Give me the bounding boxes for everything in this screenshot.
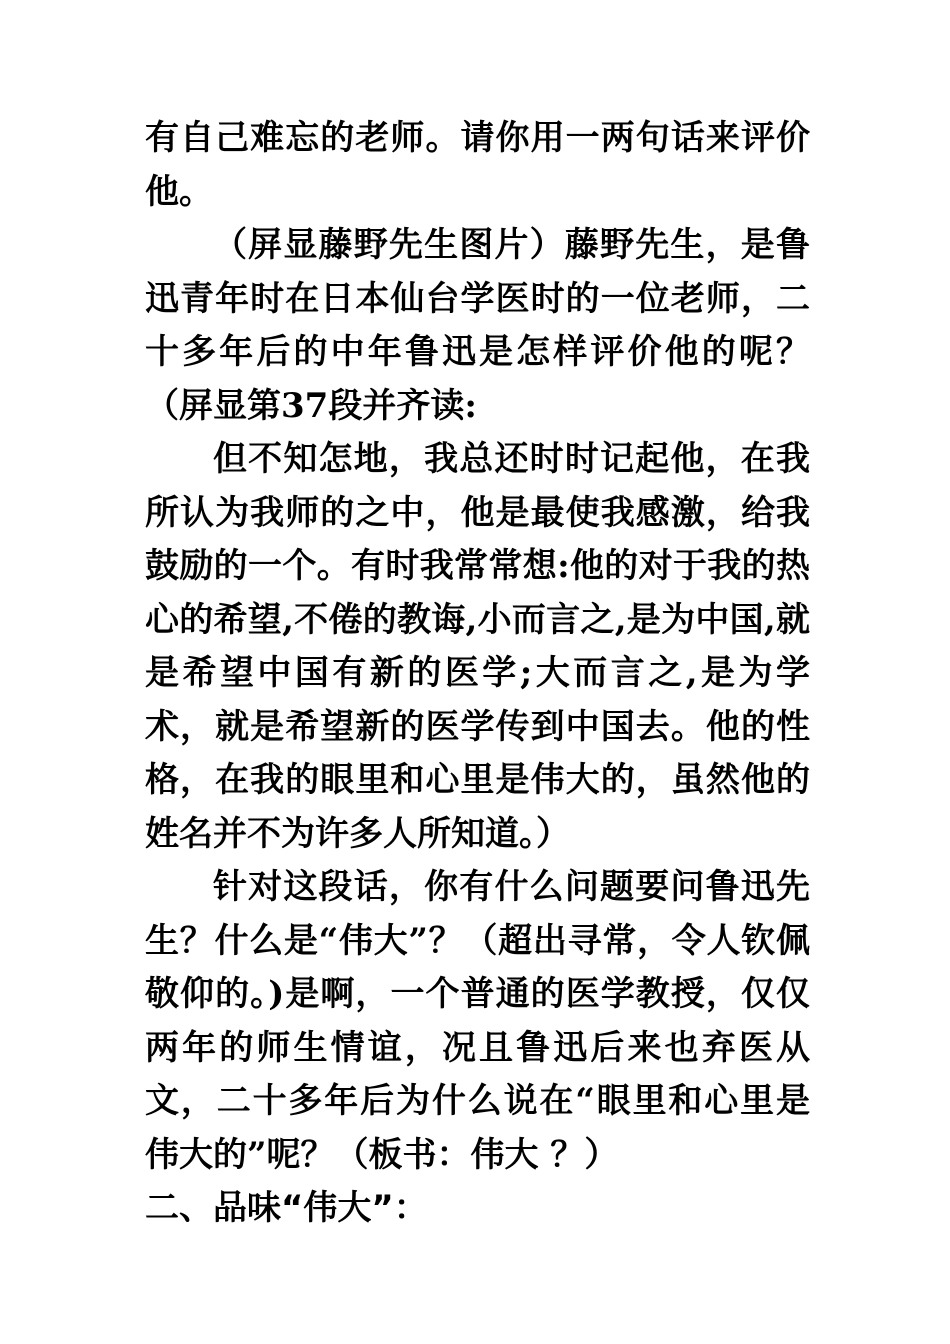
- paragraph-quoted-passage: 但不知怎地，我总还时时记起他，在我所认为我师的之中，他是最使我感激，给我鼓励的一个。有时我常常想:他的对于我的热心的希望,不倦的教诲,小而言之,是为中国,就是希望中国有新的医学;大而言之,是为学术，就是希望新的医学传到中国去。他的性格，在我的眼里和心里是伟大的，虽然他的姓名并不为许多人所知道。）: [145, 439, 810, 854]
- paragraph-intro-continuation: 有自己难忘的老师。请你用一两句话来评价他。: [145, 118, 810, 212]
- document-body: [145, 112, 810, 1236]
- section-heading: 二、品味“伟大”：: [145, 1188, 428, 1228]
- paragraph-fujino-introduction: （屏显藤野先生图片）藤野先生，是鲁迅青年时在日本仙台学医时的一位老师，二十多年后的中年鲁迅是怎样评价他的呢？（屏显第37段并齐读:: [145, 225, 810, 426]
- paragraph-question-greatness: 针对这段话，你有什么问题要问鲁迅先生？什么是“伟大”？（超出寻常，令人钦佩敬仰的。)是啊，一个普通的医学教授，仅仅两年的师生情谊，况且鲁迅后来也弃医从文，二十多年后为什么说在“眼里和心里是伟大的”呢？（板书：伟大 ？）: [145, 867, 810, 1175]
